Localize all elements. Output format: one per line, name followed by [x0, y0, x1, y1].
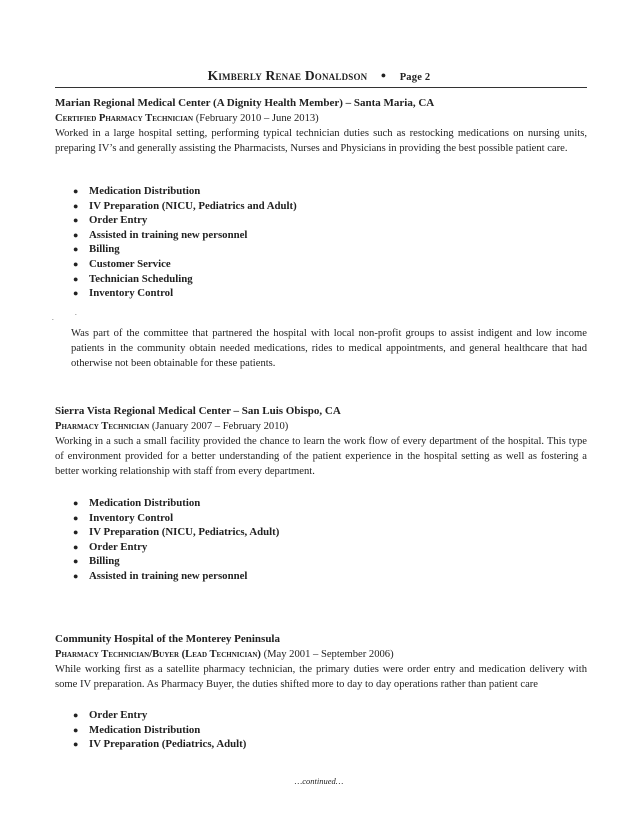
bullet-dot-icon: ●: [73, 512, 79, 523]
bullet-dot-icon: ●: [73, 186, 79, 196]
bullet-dot-icon: ●: [73, 710, 79, 720]
job-role: [55, 419, 587, 434]
bullet-dot-icon: ●: [73, 556, 79, 567]
job-dates: (January 2007 – February 2010): [151, 421, 289, 432]
list-item: ● Order Entry: [73, 709, 148, 721]
job-description: Worked in a large hospital setting, performing typical technician duties such as restocking medications on nursing units, preparing IV’s and generally assisting the Pharmacists, Nurses and Physicians in providing the best possible patient care.: [55, 128, 587, 154]
list-item: ● Medication Distribution: [73, 723, 201, 736]
stray-mark: .: [75, 309, 77, 317]
skills-list-community-hospital: [55, 708, 587, 752]
list-item: ● Medication Distribution: [73, 497, 201, 509]
bullet-dot-icon: ●: [73, 244, 79, 255]
list-item: ● Assisted in training new personnel: [73, 569, 248, 582]
list-item: ● IV Preparation (Pediatrics, Adult): [73, 738, 247, 751]
list-item: ● Order Entry: [73, 540, 148, 553]
job-entry-sierra-vista: [55, 404, 587, 479]
employer-name: Sierra Vista Regional Medical Center – San Luis Obispo, CA: [55, 405, 341, 417]
job-role: [55, 647, 587, 662]
job-description: Working in a such a small facility provided the chance to learn the work flow of every department of the hospital. This type of environment provided for a better understanding of the patient experience in the hospital setting as well as fostering a better working relationship with staff from every department.: [55, 436, 587, 477]
list-item: ● Medication Distribution: [73, 185, 201, 197]
bullet-dot-icon: ●: [73, 724, 79, 735]
job-entry-marian: [55, 96, 587, 156]
skills-list-marian: [55, 184, 587, 301]
job-title: Pharmacy Technician: [55, 421, 150, 432]
list-item: ● Technician Scheduling: [73, 272, 193, 285]
list-item: ● IV Preparation (NICU, Pediatrics, Adult): [73, 526, 280, 539]
bullet-dot-icon: ●: [73, 258, 79, 269]
bullet-dot-icon: ●: [73, 229, 79, 240]
bullet-dot-icon: ●: [73, 288, 79, 299]
note-text: Was part of the committee that partnered the hospital with local non-profit groups to assist indigent and low income patients in the community obtain needed medications, rides to medical appointments, and general healthcare that had otherwise not been obtainable for these patients.: [71, 328, 587, 369]
list-item: ● Order Entry: [73, 214, 148, 227]
employer-name: Marian Regional Medical Center (A Dignity Health Member) – Santa Maria, CA: [55, 97, 435, 109]
employer-name: Community Hospital of the Monterey Peninsula: [55, 633, 280, 645]
stray-mark: .: [52, 314, 54, 322]
header-rule: [55, 87, 587, 88]
list-item: ● IV Preparation (NICU, Pediatrics and Adult): [73, 199, 297, 212]
bullet-dot-icon: ●: [73, 215, 79, 226]
header-separator-icon: ●: [380, 70, 387, 80]
skills-list-sierra-vista: [55, 496, 587, 584]
list-item: ● Assisted in training new personnel: [73, 228, 248, 241]
bullet-dot-icon: ●: [73, 570, 79, 581]
list-item: ● Billing: [73, 243, 120, 256]
bullet-dot-icon: ●: [73, 527, 79, 538]
bullet-dot-icon: ●: [73, 498, 79, 508]
list-item: ● Inventory Control: [73, 287, 174, 300]
list-item: ● Customer Service: [73, 257, 171, 270]
candidate-name: Kimberly Renae Donaldson: [207, 68, 368, 83]
job-dates: (February 2010 – June 2013): [195, 113, 319, 124]
job-role: [55, 111, 587, 126]
job-title: Certified Pharmacy Technician: [55, 113, 194, 124]
bullet-dot-icon: ●: [73, 541, 79, 552]
page-header: [0, 68, 638, 84]
committee-note: [55, 326, 587, 371]
bullet-dot-icon: ●: [73, 200, 79, 211]
bullet-dot-icon: ●: [73, 739, 79, 750]
job-dates: (May 2001 – September 2006): [263, 649, 394, 660]
list-item: ● Inventory Control: [73, 511, 174, 524]
page-number: Page 2: [399, 72, 431, 83]
bullet-dot-icon: ●: [73, 273, 79, 284]
job-title: Pharmacy Technician/Buyer (Lead Technician): [55, 649, 261, 660]
list-item: ● Billing: [73, 555, 120, 568]
continued-footer: …continued…: [294, 776, 344, 786]
job-entry-community-hospital: [55, 632, 587, 692]
job-description: While working first as a satellite pharmacy technician, the primary duties were order entry and medication delivery with some IV preparation. As Pharmacy Buyer, the duties shifted more to day to day operations rather than patient care: [55, 664, 587, 690]
